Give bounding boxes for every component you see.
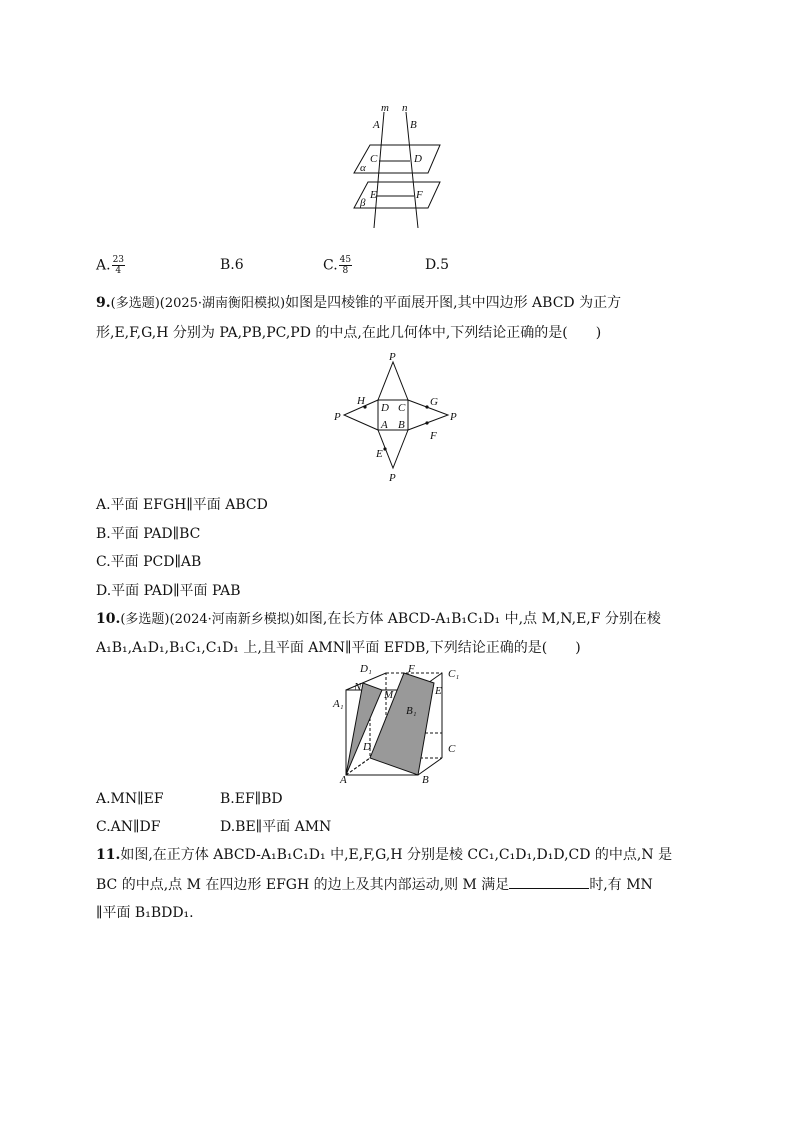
pyramid-net-figure: [330, 350, 465, 485]
q8-a-numerator: 23: [112, 255, 125, 265]
q11-text-2b: 时,有 MN: [589, 877, 653, 893]
q11-stem-line2: [96, 874, 653, 895]
cuboid-label-A: A: [340, 774, 347, 785]
cuboid-label-C1: C₁: [448, 668, 460, 680]
q11-stem-line3: ∥平面 B₁BDD₁.: [96, 905, 194, 921]
cuboid-label-A1: A₁: [333, 698, 344, 710]
q10-stem-line2: A₁B₁,A₁D₁,B₁C₁,C₁D₁ 上,且平面 AMN∥平面 EFDB,下列结论正确的是( ): [96, 640, 581, 656]
q10-tag: (多选题)(2024·河南新乡模拟): [120, 612, 295, 627]
label-n: n: [402, 102, 408, 114]
q10-option-a[interactable]: A.MN∥EF: [96, 791, 164, 807]
net-label-H: H: [357, 395, 365, 407]
cuboid-label-F: F: [408, 663, 415, 675]
label-A: A: [373, 119, 380, 131]
q10-number: 10.: [96, 611, 121, 627]
net-label-P-left: P: [334, 411, 341, 423]
label-D: D: [414, 153, 422, 165]
cuboid-figure: [330, 660, 470, 785]
q9-option-b[interactable]: B.平面 PAD∥BC: [96, 526, 201, 542]
net-label-A: A: [381, 419, 388, 431]
q8-option-d[interactable]: D.5: [425, 257, 450, 273]
q8-option-c-fraction: [339, 255, 352, 276]
q11-number: 11.: [96, 847, 121, 863]
label-B: B: [410, 119, 417, 131]
q11-answer-blank[interactable]: [509, 874, 589, 889]
q10-option-b[interactable]: B.EF∥BD: [220, 791, 283, 807]
cuboid-label-B1: B₁: [406, 705, 417, 717]
parallel-planes-figure: [340, 100, 450, 230]
q8-option-a[interactable]: [96, 255, 125, 276]
net-label-F: F: [430, 430, 437, 442]
cuboid-label-B: B: [422, 774, 429, 785]
net-label-B: B: [398, 419, 405, 431]
net-label-G: G: [430, 396, 438, 408]
net-label-P-top: P: [389, 351, 396, 363]
q9-stem-line2: 形,E,F,G,H 分别为 PA,PB,PC,PD 的中点,在此几何体中,下列结论正确的是( ): [96, 325, 602, 341]
label-alpha: α: [360, 162, 366, 174]
q9-tag: (多选题)(2025·湖南衡阳模拟): [110, 296, 286, 311]
q9-option-a[interactable]: A.平面 EFGH∥平面 ABCD: [96, 497, 268, 513]
q9-number: 9.: [96, 295, 111, 311]
cuboid-label-M: M: [384, 689, 394, 701]
label-m: m: [381, 102, 389, 114]
q9-option-d[interactable]: D.平面 PAD∥平面 PAB: [96, 583, 241, 599]
cuboid-label-D1: D₁: [360, 663, 372, 675]
q8-option-b[interactable]: B.6: [220, 257, 244, 273]
net-label-C: C: [398, 402, 406, 414]
label-C: C: [370, 153, 378, 165]
q10-option-d[interactable]: D.BE∥平面 AMN: [220, 819, 332, 835]
net-label-E: E: [376, 448, 383, 460]
q8-a-denominator: 4: [115, 266, 122, 276]
q10-text-1: 如图,在长方体 ABCD-A₁B₁C₁D₁ 中,点 M,N,E,F 分别在棱: [294, 611, 661, 627]
q8-c-denominator: 8: [342, 266, 349, 276]
q8-c-numerator: 45: [339, 255, 352, 265]
q8-option-a-prefix: A.: [96, 257, 111, 274]
q9-text-1: 如图是四棱锥的平面展开图,其中四边形 ABCD 为正方: [285, 295, 622, 311]
q11-stem-line1: [96, 845, 672, 865]
cuboid-label-D: D: [363, 741, 371, 753]
label-F: F: [416, 189, 423, 201]
q11-text-2a: BC 的中点,点 M 在四边形 EFGH 的边上及其内部运动,则 M 满足: [96, 877, 510, 893]
net-label-D: D: [381, 402, 389, 414]
label-beta: β: [360, 197, 366, 209]
q8-option-c[interactable]: [323, 255, 352, 276]
cuboid-label-N: N: [354, 681, 362, 693]
q9-stem-line1: [96, 293, 621, 314]
net-label-P-bottom: P: [389, 472, 396, 484]
q9-option-c[interactable]: C.平面 PCD∥AB: [96, 554, 202, 570]
q10-stem-line1: [96, 609, 661, 630]
cuboid-label-E: E: [435, 685, 442, 697]
q11-text-1: 如图,在正方体 ABCD-A₁B₁C₁D₁ 中,E,F,G,H 分别是棱 CC₁,C₁D₁,D₁D,CD 的中点,N 是: [120, 847, 673, 863]
cuboid-label-C: C: [448, 743, 456, 755]
net-label-P-right: P: [450, 411, 457, 423]
q10-option-c[interactable]: C.AN∥DF: [96, 819, 161, 835]
label-E: E: [370, 189, 377, 201]
q8-option-a-fraction: [112, 255, 125, 276]
q8-option-c-prefix: C.: [323, 257, 338, 274]
